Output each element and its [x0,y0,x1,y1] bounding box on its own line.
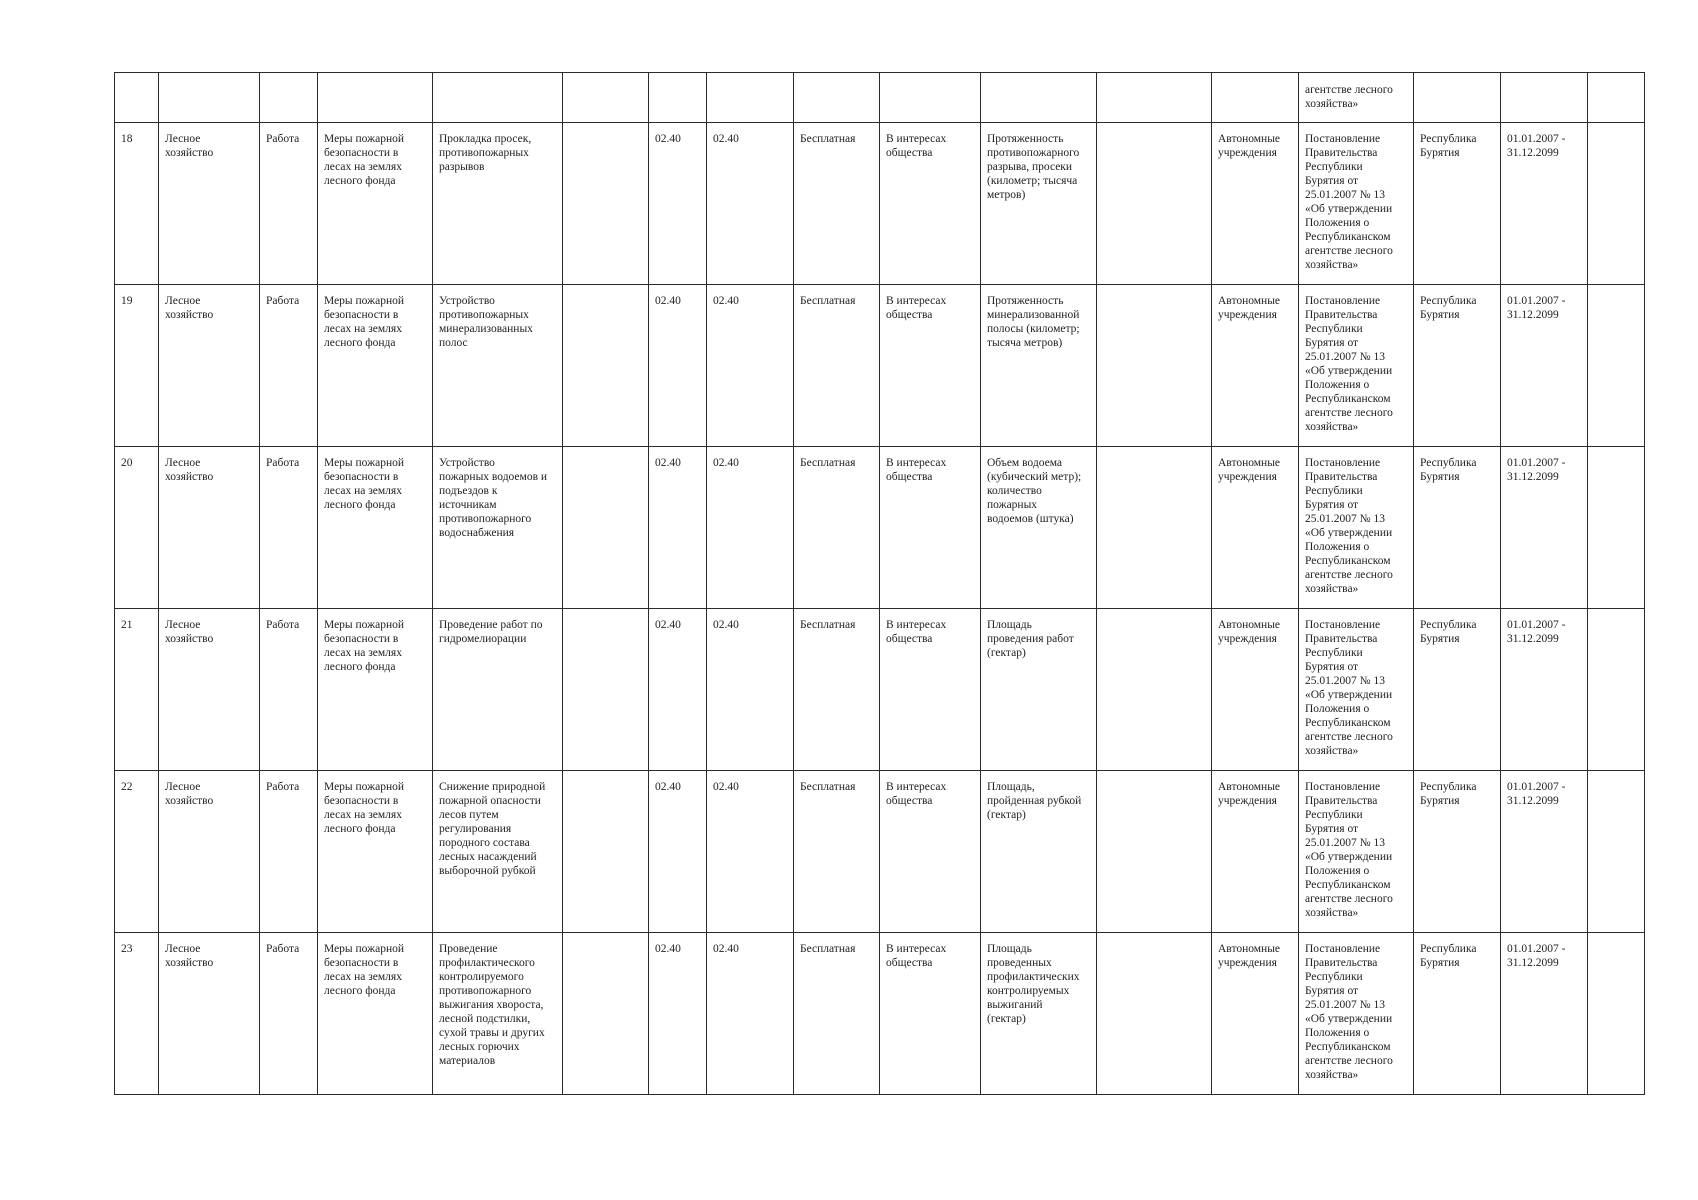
cell-period [1501,609,1588,771]
cell-name [433,73,563,123]
code1-text: 02.40 [655,943,681,955]
legal-act-text: Постановление Правительства Республики Бурятия от 25.01.2007 № 13 «Об утверждении Положения о Республиканском агентстве лесного хозяйства» [1305,457,1393,595]
sector-text: Лесное хозяйство [165,295,214,321]
payment-text: Бесплатная [800,619,856,631]
legal-act-text: Постановление Правительства Республики Бурятия от 25.01.2007 № 13 «Об утверждении Положения о Республиканском агентстве лесного хозяйства» [1305,619,1393,757]
interest-text: В интересах общества [886,133,947,159]
cell-name [433,609,563,771]
interest-text: В интересах общества [886,457,947,483]
num-text: 19 [121,295,133,307]
cell-name [433,123,563,285]
code1-text: 02.40 [655,619,681,631]
period-text: 01.01.2007 - 31.12.2099 [1507,781,1566,807]
cell-institution [1212,447,1299,609]
cell-kind [260,447,318,609]
num-text: 18 [121,133,133,145]
cell-payment [794,285,880,447]
region-text: Республика Бурятия [1420,781,1477,807]
cell-legal-act [1299,285,1414,447]
institution-text: Автономные учреждения [1218,619,1281,645]
cell-empty [1588,123,1645,285]
cell-code1 [649,609,707,771]
interest-text: В интересах общества [886,295,947,321]
code2-text: 02.40 [713,619,739,631]
legal-act-text: Постановление Правительства Республики Бурятия от 25.01.2007 № 13 «Об утверждении Положения о Республиканском агентстве лесного хозяйства» [1305,295,1393,433]
cell-kind [260,123,318,285]
period-text: 01.01.2007 - 31.12.2099 [1507,457,1566,483]
cell-num [115,447,159,609]
name-text: Прокладка просек, противопожарных разрывов [439,133,532,173]
num-text: 23 [121,943,133,955]
group-text: Меры пожарной безопасности в лесах на землях лесного фонда [324,295,405,349]
payment-text: Бесплатная [800,133,856,145]
indicator-text: Протяженность противопожарного разрыва, просеки (километр; тысяча метров) [987,133,1080,201]
cell-empty [563,73,649,123]
cell-group [318,609,433,771]
cell-code1 [649,447,707,609]
cell-group [318,123,433,285]
table-row [115,447,1645,609]
cell-name [433,447,563,609]
cell-empty [1097,447,1212,609]
code1-text: 02.40 [655,133,681,145]
table-body [115,73,1645,1095]
group-text: Меры пожарной безопасности в лесах на землях лесного фонда [324,943,405,997]
cell-period [1501,285,1588,447]
cell-empty [1588,609,1645,771]
code2-text: 02.40 [713,295,739,307]
cell-group [318,73,433,123]
cell-legal-act [1299,73,1414,123]
cell-code1 [649,285,707,447]
payment-text: Бесплатная [800,943,856,955]
payment-text: Бесплатная [800,457,856,469]
code1-text: 02.40 [655,457,681,469]
cell-sector [159,933,260,1095]
indicator-text: Площадь проведения работ (гектар) [987,619,1074,659]
cell-empty [1097,285,1212,447]
indicator-text: Площадь проведенных профилактических контролируемых выжиганий (гектар) [987,943,1080,1025]
cell-code1 [649,73,707,123]
cell-legal-act [1299,933,1414,1095]
cell-empty [1097,609,1212,771]
payment-text: Бесплатная [800,781,856,793]
kind-text: Работа [266,943,300,955]
table-row [115,285,1645,447]
region-text: Республика Бурятия [1420,457,1477,483]
cell-code1 [649,771,707,933]
cell-indicator [981,933,1097,1095]
cell-legal-act [1299,447,1414,609]
name-text: Проведение профилактического контролируемого противопожарного выжигания хвороста, лесной подстилки, сухой травы и других лесных горючих материалов [439,943,545,1067]
cell-institution [1212,123,1299,285]
cell-payment [794,771,880,933]
cell-kind [260,933,318,1095]
region-text: Республика Бурятия [1420,943,1477,969]
cell-period [1501,771,1588,933]
name-text: Устройство пожарных водоемов и подъездов к источникам противопожарного водоснабжения [439,457,548,539]
kind-text: Работа [266,619,300,631]
cell-sector [159,609,260,771]
cell-empty [563,285,649,447]
cell-code2 [707,933,794,1095]
sector-text: Лесное хозяйство [165,133,214,159]
cell-name [433,771,563,933]
cell-institution [1212,933,1299,1095]
cell-group [318,933,433,1095]
institution-text: Автономные учреждения [1218,781,1281,807]
cell-empty [1097,771,1212,933]
cell-empty [563,609,649,771]
cell-group [318,771,433,933]
cell-region [1414,609,1501,771]
cell-institution [1212,609,1299,771]
continuation-row [115,73,1645,123]
name-text: Снижение природной пожарной опасности лесов путем регулирования породного состава лесных насаждений выборочной рубкой [439,781,546,877]
sector-text: Лесное хозяйство [165,619,214,645]
cell-num [115,123,159,285]
cell-legal-act [1299,771,1414,933]
cell-region [1414,285,1501,447]
name-text: Устройство противопожарных минерализованных полос [439,295,533,349]
cell-kind [260,771,318,933]
cell-interest [880,73,981,123]
cell-region [1414,447,1501,609]
cell-empty [563,123,649,285]
cell-region [1414,123,1501,285]
cell-code2 [707,73,794,123]
cell-indicator [981,609,1097,771]
cell-code1 [649,933,707,1095]
institution-text: Автономные учреждения [1218,295,1281,321]
num-text: 21 [121,619,133,631]
cell-payment [794,609,880,771]
sector-text: Лесное хозяйство [165,943,214,969]
payment-text: Бесплатная [800,295,856,307]
cell-sector [159,73,260,123]
cell-interest [880,285,981,447]
cell-sector [159,285,260,447]
cell-indicator [981,285,1097,447]
services-registry-table [114,72,1645,1095]
kind-text: Работа [266,133,300,145]
cell-code2 [707,609,794,771]
cell-interest [880,609,981,771]
cell-empty [1588,73,1645,123]
period-text: 01.01.2007 - 31.12.2099 [1507,133,1566,159]
cell-period [1501,447,1588,609]
cell-num [115,771,159,933]
cell-code2 [707,123,794,285]
cell-kind [260,609,318,771]
institution-text: Автономные учреждения [1218,133,1281,159]
cell-period [1501,933,1588,1095]
interest-text: В интересах общества [886,781,947,807]
cell-empty [1097,123,1212,285]
cell-num [115,609,159,771]
legal-act-text: Постановление Правительства Республики Бурятия от 25.01.2007 № 13 «Об утверждении Положения о Республиканском агентстве лесного хозяйства» [1305,133,1393,271]
code1-text: 02.40 [655,295,681,307]
cell-region [1414,73,1501,123]
code2-text: 02.40 [713,457,739,469]
sector-text: Лесное хозяйство [165,457,214,483]
cell-group [318,285,433,447]
cell-name [433,285,563,447]
cell-empty [1588,933,1645,1095]
interest-text: В интересах общества [886,943,947,969]
kind-text: Работа [266,457,300,469]
code2-text: 02.40 [713,781,739,793]
cell-institution [1212,285,1299,447]
code1-text: 02.40 [655,781,681,793]
period-text: 01.01.2007 - 31.12.2099 [1507,943,1566,969]
table-row [115,609,1645,771]
cell-interest [880,123,981,285]
cell-legal-act [1299,123,1414,285]
kind-text: Работа [266,781,300,793]
cell-payment [794,73,880,123]
code2-text: 02.40 [713,133,739,145]
cell-indicator [981,123,1097,285]
cell-num [115,285,159,447]
cell-payment [794,123,880,285]
cell-interest [880,933,981,1095]
region-text: Республика Бурятия [1420,619,1477,645]
cell-sector [159,123,260,285]
cell-code2 [707,285,794,447]
institution-text: Автономные учреждения [1218,943,1281,969]
period-text: 01.01.2007 - 31.12.2099 [1507,295,1566,321]
cell-interest [880,447,981,609]
group-text: Меры пожарной безопасности в лесах на землях лесного фонда [324,619,405,673]
cell-region [1414,933,1501,1095]
indicator-text: Площадь, пройденная рубкой (гектар) [987,781,1082,821]
cell-payment [794,933,880,1095]
cell-legal-act [1299,609,1414,771]
cell-num [115,933,159,1095]
cell-kind [260,285,318,447]
num-text: 20 [121,457,133,469]
cell-code1 [649,123,707,285]
cell-institution [1212,73,1299,123]
region-text: Республика Бурятия [1420,133,1477,159]
name-text: Проведение работ по гидромелиорации [439,619,543,645]
cell-num [115,73,159,123]
cell-sector [159,447,260,609]
legal-act-text: Постановление Правительства Республики Бурятия от 25.01.2007 № 13 «Об утверждении Положения о Республиканском агентстве лесного хозяйства» [1305,943,1393,1081]
cell-empty [1097,73,1212,123]
cell-sector [159,771,260,933]
group-text: Меры пожарной безопасности в лесах на землях лесного фонда [324,457,405,511]
cell-institution [1212,771,1299,933]
group-text: Меры пожарной безопасности в лесах на землях лесного фонда [324,781,405,835]
cell-empty [1588,447,1645,609]
legal-act-text: агентстве лесного хозяйства» [1305,84,1393,110]
group-text: Меры пожарной безопасности в лесах на землях лесного фонда [324,133,405,187]
cell-empty [563,771,649,933]
cell-payment [794,447,880,609]
table-row [115,933,1645,1095]
cell-name [433,933,563,1095]
table-row [115,123,1645,285]
indicator-text: Объем водоема (кубический метр); количество пожарных водоемов (штука) [987,457,1082,525]
cell-kind [260,73,318,123]
cell-empty [563,447,649,609]
legal-act-text: Постановление Правительства Республики Бурятия от 25.01.2007 № 13 «Об утверждении Положения о Республиканском агентстве лесного хозяйства» [1305,781,1393,919]
cell-indicator [981,73,1097,123]
interest-text: В интересах общества [886,619,947,645]
cell-indicator [981,447,1097,609]
cell-indicator [981,771,1097,933]
cell-region [1414,771,1501,933]
cell-empty [1097,933,1212,1095]
period-text: 01.01.2007 - 31.12.2099 [1507,619,1566,645]
table-row [115,771,1645,933]
cell-period [1501,73,1588,123]
code2-text: 02.40 [713,943,739,955]
region-text: Республика Бурятия [1420,295,1477,321]
cell-empty [1588,285,1645,447]
cell-code2 [707,447,794,609]
cell-interest [880,771,981,933]
cell-empty [1588,771,1645,933]
cell-empty [563,933,649,1095]
cell-code2 [707,771,794,933]
cell-period [1501,123,1588,285]
num-text: 22 [121,781,133,793]
cell-group [318,447,433,609]
kind-text: Работа [266,295,300,307]
indicator-text: Протяженность минерализованной полосы (километр; тысяча метров) [987,295,1080,349]
institution-text: Автономные учреждения [1218,457,1281,483]
sector-text: Лесное хозяйство [165,781,214,807]
